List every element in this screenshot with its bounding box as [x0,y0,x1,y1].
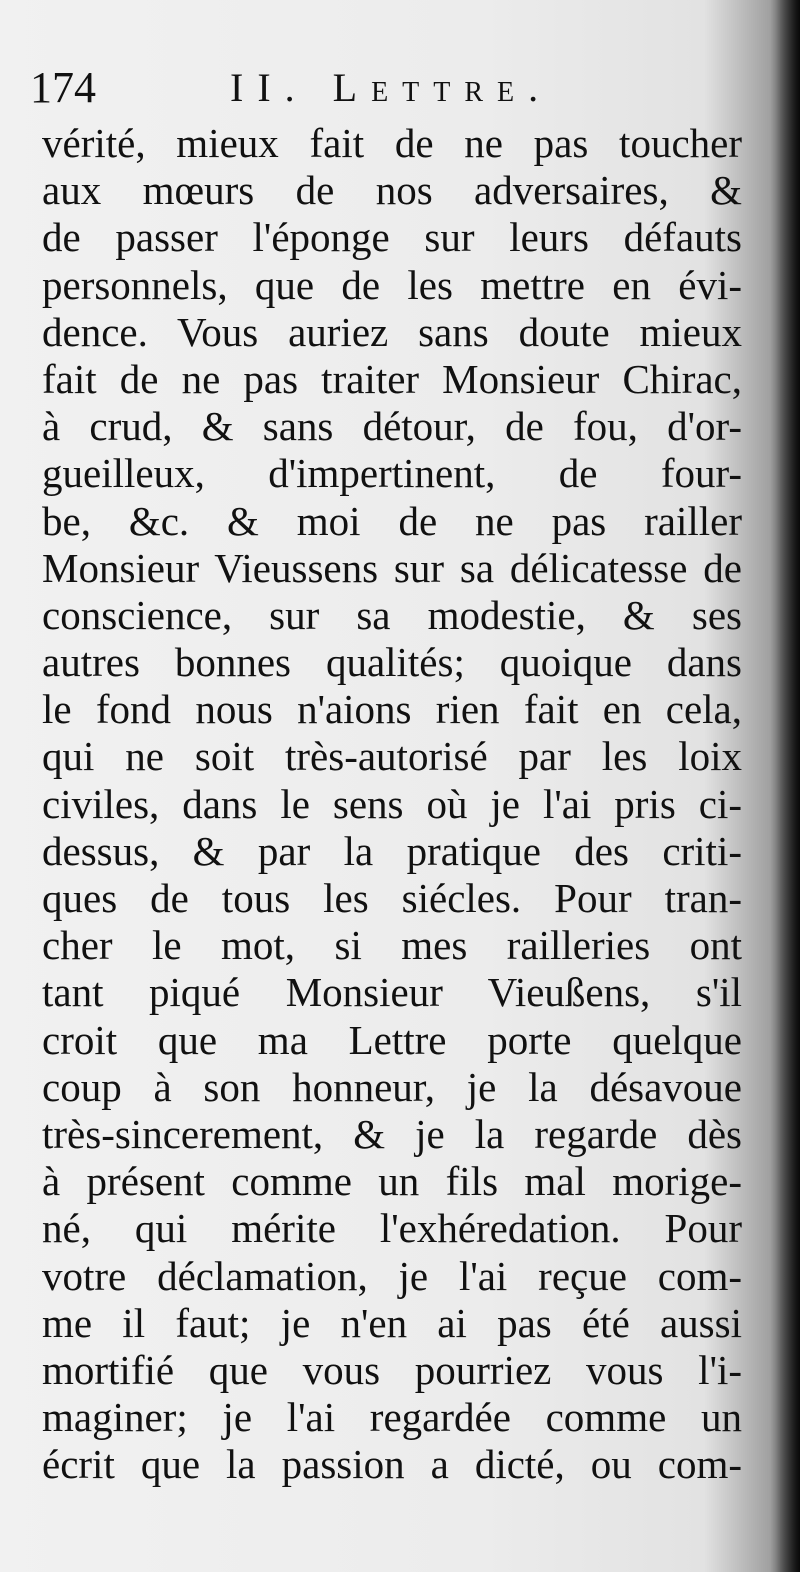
text-line: gueilleux, d'impertinent, de four- [42,450,742,497]
text-line: tant piqué Monsieur Vieußens, s'il [42,969,742,1016]
text-line: croit que ma Lettre porte quelque [42,1016,742,1063]
text-line: de passer l'éponge sur leurs défauts [42,214,742,261]
text-line: aux mœurs de nos adversaires, & [42,167,742,214]
text-line: qui ne soit très-autorisé par les loix [42,733,742,780]
page-gutter-shadow [770,0,800,1572]
text-line: écrit que la passion a dicté, ou com- [42,1441,742,1488]
text-line: votre déclamation, je l'ai reçue com- [42,1252,742,1299]
text-line: vérité, mieux fait de ne pas toucher [42,120,742,166]
text-line: fait de ne pas traiter Monsieur Chirac, [42,355,742,402]
text-line: autres bonnes qualités; quoique dans [42,639,742,686]
text-line: civiles, dans le sens où je l'ai pris ci- [42,780,742,827]
text-line: be, &c. & moi de ne pas railler [42,497,742,544]
body-text [42,120,742,1488]
text-line: coup à son honneur, je la désavoue [42,1063,742,1110]
text-line: très-sincerement, & je la regarde dès [42,1110,742,1157]
text-line: mortifié que vous pourriez vous l'i- [42,1346,742,1393]
text-line: dence. Vous auriez sans doute mieux [42,308,742,355]
running-title: II. Lettre. [230,65,553,110]
text-line: personnels, que de les mettre en évi- [42,261,742,308]
page-header [30,58,730,118]
text-line: conscience, sur sa modestie, & ses [42,591,742,638]
text-line: dessus, & par la pratique des criti- [42,827,742,874]
text-line: Monsieur Vieussens sur sa délicatesse de [42,544,742,591]
text-line: à crud, & sans détour, de fou, d'or- [42,403,742,450]
text-line: à présent comme un fils mal morige- [42,1158,742,1205]
text-line: cher le mot, si mes railleries ont [42,922,742,969]
text-line: me il faut; je n'en ai pas été aussi [42,1299,742,1346]
text-line: maginer; je l'ai regardée comme un [42,1394,742,1441]
text-line: né, qui mérite l'exhéredation. Pour [42,1205,742,1252]
text-line: ques de tous les siécles. Pour tran- [42,875,742,921]
page-number: 174 [30,63,96,112]
text-line: le fond nous n'aions rien fait en cela, [42,686,742,733]
